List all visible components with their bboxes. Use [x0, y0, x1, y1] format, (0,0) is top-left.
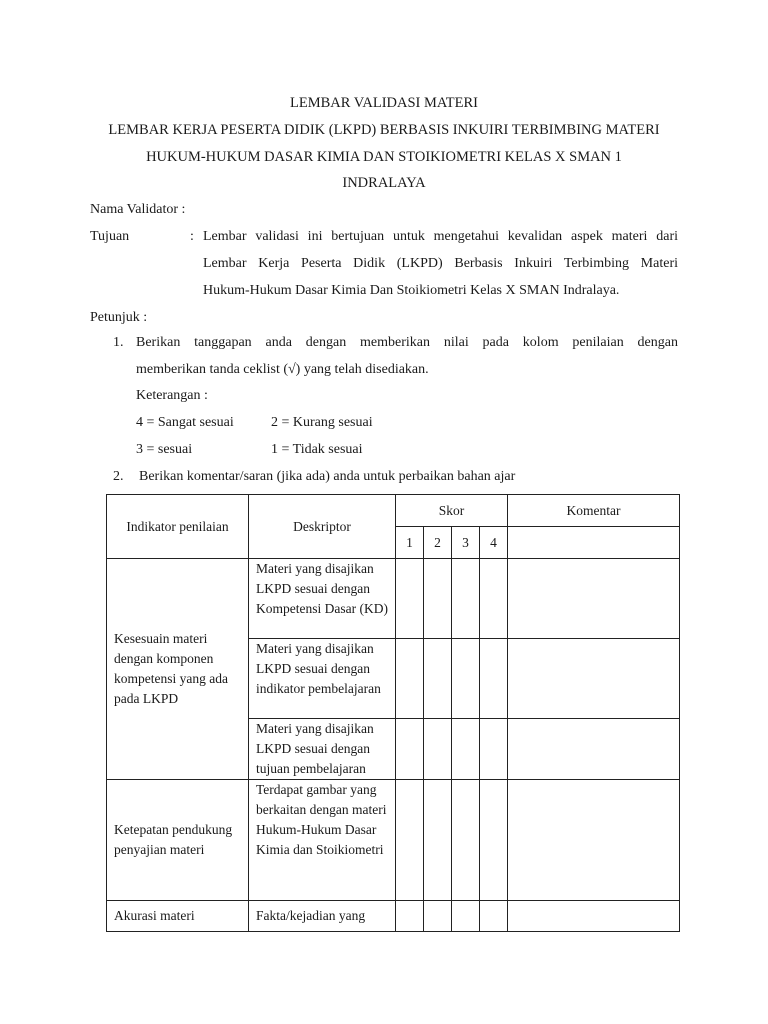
score-cell-3[interactable] [452, 719, 480, 780]
descriptor-cell: Fakta/kejadian yang [249, 901, 396, 932]
komentar-cell[interactable] [508, 901, 680, 932]
komentar-cell[interactable] [508, 719, 680, 780]
score-cell-4[interactable] [480, 780, 508, 901]
indicator-cell: Akurasi materi [107, 901, 249, 932]
score-cell-4[interactable] [480, 901, 508, 932]
header-score-4: 4 [480, 527, 508, 559]
petunjuk-item-1-number: 1. [113, 335, 124, 350]
validator-label: Nama Validator : [90, 202, 186, 217]
score-cell-2[interactable] [424, 639, 452, 719]
score-cell-4[interactable] [480, 719, 508, 780]
document-title: LEMBAR VALIDASI MATERI [290, 95, 478, 111]
score-cell-4[interactable] [480, 559, 508, 639]
document-subtitle-line-1: LEMBAR KERJA PESERTA DIDIK (LKPD) BERBASIS INKUIRI TERBIMBING MATERI [108, 122, 660, 138]
score-cell-1[interactable] [396, 901, 424, 932]
tujuan-text-line-2: Lembar Kerja Peserta Didik (LKPD) Berbasis Inkuiri Terbimbing Materi [203, 256, 678, 271]
header-score-2: 2 [424, 527, 452, 559]
header-score-3: 3 [452, 527, 480, 559]
indicator-cell: Kesesuain materi dengan komponen kompetensi yang ada pada LKPD [107, 559, 249, 780]
descriptor-cell: Materi yang disajikan LKPD sesuai dengan Kompetensi Dasar (KD) [249, 559, 396, 639]
descriptor-cell: Terdapat gambar yang berkaitan dengan materi Hukum-Hukum Dasar Kimia dan Stoikiometri [249, 780, 396, 901]
score-cell-3[interactable] [452, 639, 480, 719]
score-cell-2[interactable] [424, 719, 452, 780]
tujuan-text-line-1: Lembar validasi ini bertujuan untuk mengetahui kevalidan aspek materi dari [203, 229, 678, 244]
komentar-cell[interactable] [508, 780, 680, 901]
header-indikator: Indikator penilaian [107, 495, 249, 559]
header-score-1: 1 [396, 527, 424, 559]
header-skor: Skor [396, 495, 508, 527]
table-row [107, 780, 680, 901]
petunjuk-item-2-number: 2. [113, 469, 124, 484]
table-header-row [107, 495, 680, 527]
descriptor-cell: Materi yang disajikan LKPD sesuai dengan indikator pembelajaran [249, 639, 396, 719]
score-cell-1[interactable] [396, 639, 424, 719]
score-cell-4[interactable] [480, 639, 508, 719]
tujuan-text-line-3: Hukum-Hukum Dasar Kimia Dan Stoikiometri Kelas X SMAN Indralaya. [203, 283, 620, 298]
komentar-cell[interactable] [508, 559, 680, 639]
scale-2: 2 = Kurang sesuai [271, 415, 373, 430]
header-komentar: Komentar [508, 495, 680, 527]
score-cell-2[interactable] [424, 559, 452, 639]
score-cell-1[interactable] [396, 780, 424, 901]
header-deskriptor: Deskriptor [249, 495, 396, 559]
table-row [107, 559, 680, 639]
keterangan-label: Keterangan : [136, 388, 208, 403]
table-row [107, 901, 680, 932]
scale-4: 4 = Sangat sesuai [136, 415, 234, 430]
komentar-header-blank [508, 527, 680, 559]
scale-1: 1 = Tidak sesuai [271, 442, 363, 457]
score-cell-3[interactable] [452, 780, 480, 901]
descriptor-cell: Materi yang disajikan LKPD sesuai dengan tujuan pembelajaran [249, 719, 396, 780]
score-cell-2[interactable] [424, 780, 452, 901]
tujuan-label: Tujuan [90, 229, 130, 244]
score-cell-1[interactable] [396, 719, 424, 780]
petunjuk-item-2-text: Berikan komentar/saran (jika ada) anda untuk perbaikan bahan ajar [139, 469, 516, 484]
score-cell-2[interactable] [424, 901, 452, 932]
indicator-cell: Ketepatan pendukung penyajian materi [107, 780, 249, 901]
score-cell-3[interactable] [452, 559, 480, 639]
scale-3: 3 = sesuai [136, 442, 193, 457]
petunjuk-item-1-line-2: memberikan tanda ceklist (√) yang telah disediakan. [136, 362, 429, 377]
tujuan-colon: : [190, 229, 194, 244]
document-subtitle-line-3: INDRALAYA [342, 175, 426, 191]
score-cell-1[interactable] [396, 559, 424, 639]
petunjuk-item-1-line-1: Berikan tanggapan anda dengan memberikan nilai pada kolom penilaian dengan [136, 335, 678, 350]
komentar-cell[interactable] [508, 639, 680, 719]
validation-table [106, 494, 680, 932]
petunjuk-label: Petunjuk : [90, 310, 148, 325]
document-subtitle-line-2: HUKUM-HUKUM DASAR KIMIA DAN STOIKIOMETRI KELAS X SMAN 1 [146, 149, 622, 165]
score-cell-3[interactable] [452, 901, 480, 932]
